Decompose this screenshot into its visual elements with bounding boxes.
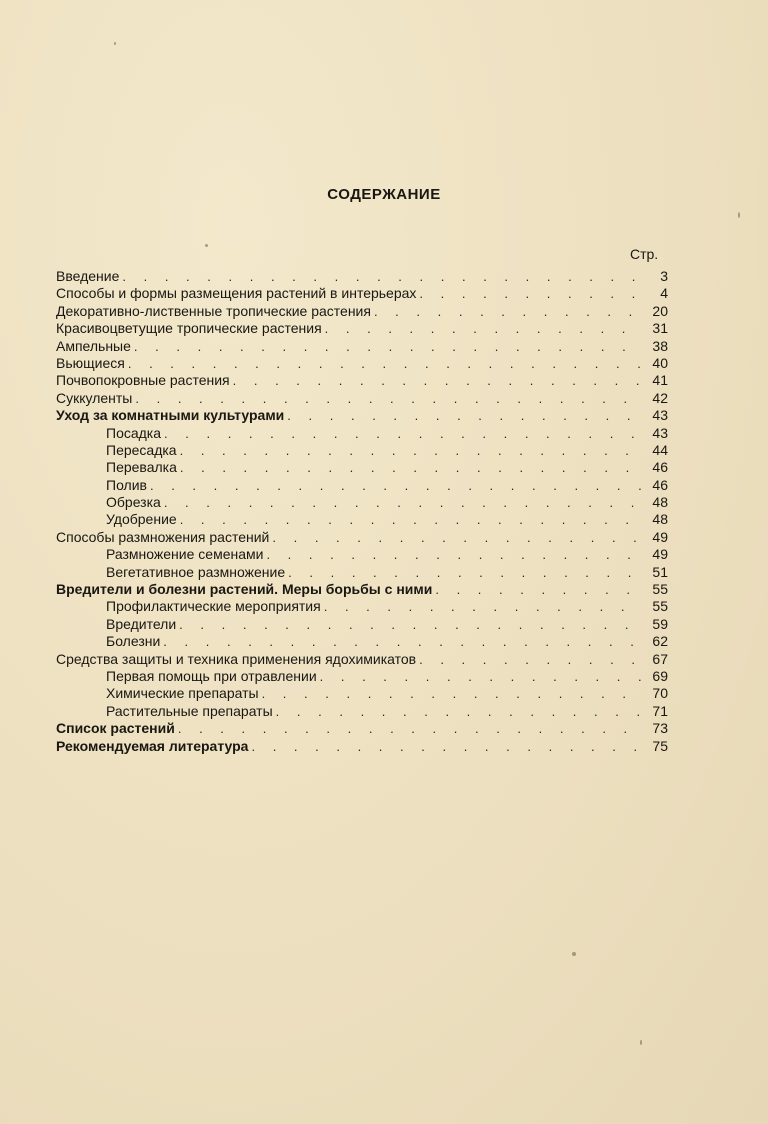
- toc-entry-title: Перевалка: [106, 459, 177, 476]
- dot-leader: [288, 564, 643, 581]
- toc-entry: [56, 720, 668, 737]
- toc-entry-title: Список растений: [56, 720, 175, 737]
- toc-entry-title: Пересадка: [106, 441, 177, 458]
- toc-entry-page: 62: [652, 633, 668, 650]
- toc-entry-title: Рекомендуемая литература: [56, 737, 249, 754]
- dot-leader: [374, 303, 643, 320]
- toc-entry-page: 73: [652, 720, 668, 737]
- toc-entry-title: Вегетативное размножение: [106, 563, 286, 580]
- dot-leader: [128, 355, 643, 372]
- toc-entry-title: Вредители: [106, 615, 177, 632]
- dot-leader: [135, 390, 643, 407]
- toc-entry-title: Вредители и болезни растений. Меры борьбы с ними: [56, 581, 433, 598]
- toc-entry: [56, 320, 668, 337]
- toc-entry-title: Удобрение: [106, 511, 177, 528]
- paper-speck: [738, 212, 740, 218]
- toc-entry: [56, 685, 668, 702]
- toc-entry-title: Средства защиты и техника применения ядохимикатов: [56, 650, 417, 667]
- dot-leader: [435, 581, 643, 598]
- dot-leader: [325, 320, 643, 337]
- dot-leader: [163, 633, 643, 650]
- dot-leader: [180, 442, 643, 459]
- dot-leader: [419, 285, 643, 302]
- page-title: СОДЕРЖАНИЕ: [327, 186, 441, 203]
- toc-entry-page: 55: [652, 598, 668, 615]
- toc-entry-page: 48: [652, 494, 668, 511]
- toc-entry: [56, 407, 668, 424]
- toc-entry-page: 75: [652, 737, 668, 754]
- toc-entry-title: Болезни: [106, 633, 161, 650]
- dot-leader: [164, 425, 643, 442]
- toc-entry-title: Способы размножения растений: [56, 528, 270, 545]
- toc-entry-title: Почвопокровные растения: [56, 372, 230, 389]
- paper-speck: [114, 42, 116, 45]
- toc-entry-page: 71: [652, 702, 668, 719]
- toc-entry-title: Обрезка: [106, 494, 161, 511]
- toc-entry: [56, 598, 668, 615]
- toc-entry: [56, 633, 668, 650]
- toc-entry-page: 44: [652, 441, 668, 458]
- toc-entry-page: 42: [652, 389, 668, 406]
- toc-entry-page: 41: [652, 372, 668, 389]
- paper-speck: [572, 952, 576, 956]
- dot-leader: [266, 546, 643, 563]
- paper-speck: [205, 244, 208, 247]
- toc-entry: [56, 425, 668, 442]
- toc-entry: [56, 390, 668, 407]
- toc-entry-title: Уход за комнатными культурами: [56, 407, 285, 424]
- dot-leader: [276, 703, 643, 720]
- toc-entry: [56, 442, 668, 459]
- toc-entry: [56, 668, 668, 685]
- toc-entry-page: 43: [652, 424, 668, 441]
- toc-entry-page: 20: [652, 302, 668, 319]
- dot-leader: [251, 738, 643, 755]
- toc-entry-title: Профилактические мероприятия: [106, 598, 321, 615]
- toc-entry-title: Введение: [56, 268, 120, 284]
- toc-entry: [56, 564, 668, 581]
- dot-leader: [180, 459, 643, 476]
- toc-entry-title: Ампельные: [56, 337, 131, 354]
- toc-entry: [56, 651, 668, 668]
- toc-entry-page: 46: [652, 476, 668, 493]
- dot-leader: [122, 268, 643, 285]
- dot-leader: [287, 407, 643, 424]
- toc-entry-title: Первая помощь при отравлении: [106, 667, 317, 684]
- dot-leader: [320, 668, 643, 685]
- dot-leader: [419, 651, 643, 668]
- dot-leader: [233, 372, 643, 389]
- dot-leader: [180, 511, 643, 528]
- paper-speck: [640, 1040, 642, 1045]
- toc-entry: [56, 581, 668, 598]
- toc-entry: [56, 546, 668, 563]
- toc-entry-title: Суккуленты: [56, 389, 133, 406]
- toc-entry-title: Химические препараты: [106, 685, 259, 702]
- toc-entry-page: 3: [660, 268, 668, 284]
- toc-entry: [56, 494, 668, 511]
- toc-entry-title: Вьющиеся: [56, 354, 125, 371]
- toc-entry: [56, 285, 668, 302]
- toc-entry: [56, 703, 668, 720]
- toc-entry: [56, 338, 668, 355]
- toc-entry-title: Растительные препараты: [106, 702, 273, 719]
- toc-entry-page: 46: [652, 459, 668, 476]
- toc-entry-page: 31: [652, 320, 668, 337]
- toc-entry-page: 55: [652, 581, 668, 598]
- dot-leader: [324, 598, 643, 615]
- dot-leader: [179, 616, 643, 633]
- toc-entry-title: Полив: [106, 476, 147, 493]
- toc-entry-page: 4: [660, 285, 668, 302]
- toc-entry-page: 70: [652, 685, 668, 702]
- toc-entry-page: 48: [652, 511, 668, 528]
- toc-entry-page: 51: [652, 563, 668, 580]
- toc-entry: [56, 616, 668, 633]
- page-column-label: Стр.: [630, 246, 659, 262]
- toc-entry: [56, 303, 668, 320]
- toc-entry-title: Посадка: [106, 424, 162, 441]
- dot-leader: [272, 529, 643, 546]
- toc-entry-title: Красивоцветущие тропические растения: [56, 320, 322, 337]
- toc-entry: [56, 268, 668, 285]
- toc-entry: [56, 372, 668, 389]
- toc-entry-page: 38: [652, 337, 668, 354]
- dot-leader: [262, 685, 643, 702]
- toc-entry-page: 59: [652, 615, 668, 632]
- toc-entry: [56, 511, 668, 528]
- dot-leader: [178, 720, 643, 737]
- toc-entry-page: 69: [652, 667, 668, 684]
- toc-entry-title: Декоративно-лиственные тропические растения: [56, 302, 371, 319]
- toc-entry-page: 67: [652, 650, 668, 667]
- toc-entry: [56, 459, 668, 476]
- dot-leader: [164, 494, 643, 511]
- toc-entry-title: Способы и формы размещения растений в интерьерах: [56, 285, 417, 302]
- toc-entry: [56, 529, 668, 546]
- toc-entry-page: 49: [652, 546, 668, 563]
- toc-entry: [56, 355, 668, 372]
- toc-entry-title: Размножение семенами: [106, 546, 264, 563]
- toc-entry-page: 49: [652, 528, 668, 545]
- toc-entry-page: 43: [652, 407, 668, 424]
- toc-entry-page: 40: [652, 354, 668, 371]
- toc-entry: [56, 738, 668, 755]
- toc-entry: [56, 477, 668, 494]
- dot-leader: [134, 338, 643, 355]
- dot-leader: [150, 477, 643, 494]
- table-of-contents: [56, 268, 668, 755]
